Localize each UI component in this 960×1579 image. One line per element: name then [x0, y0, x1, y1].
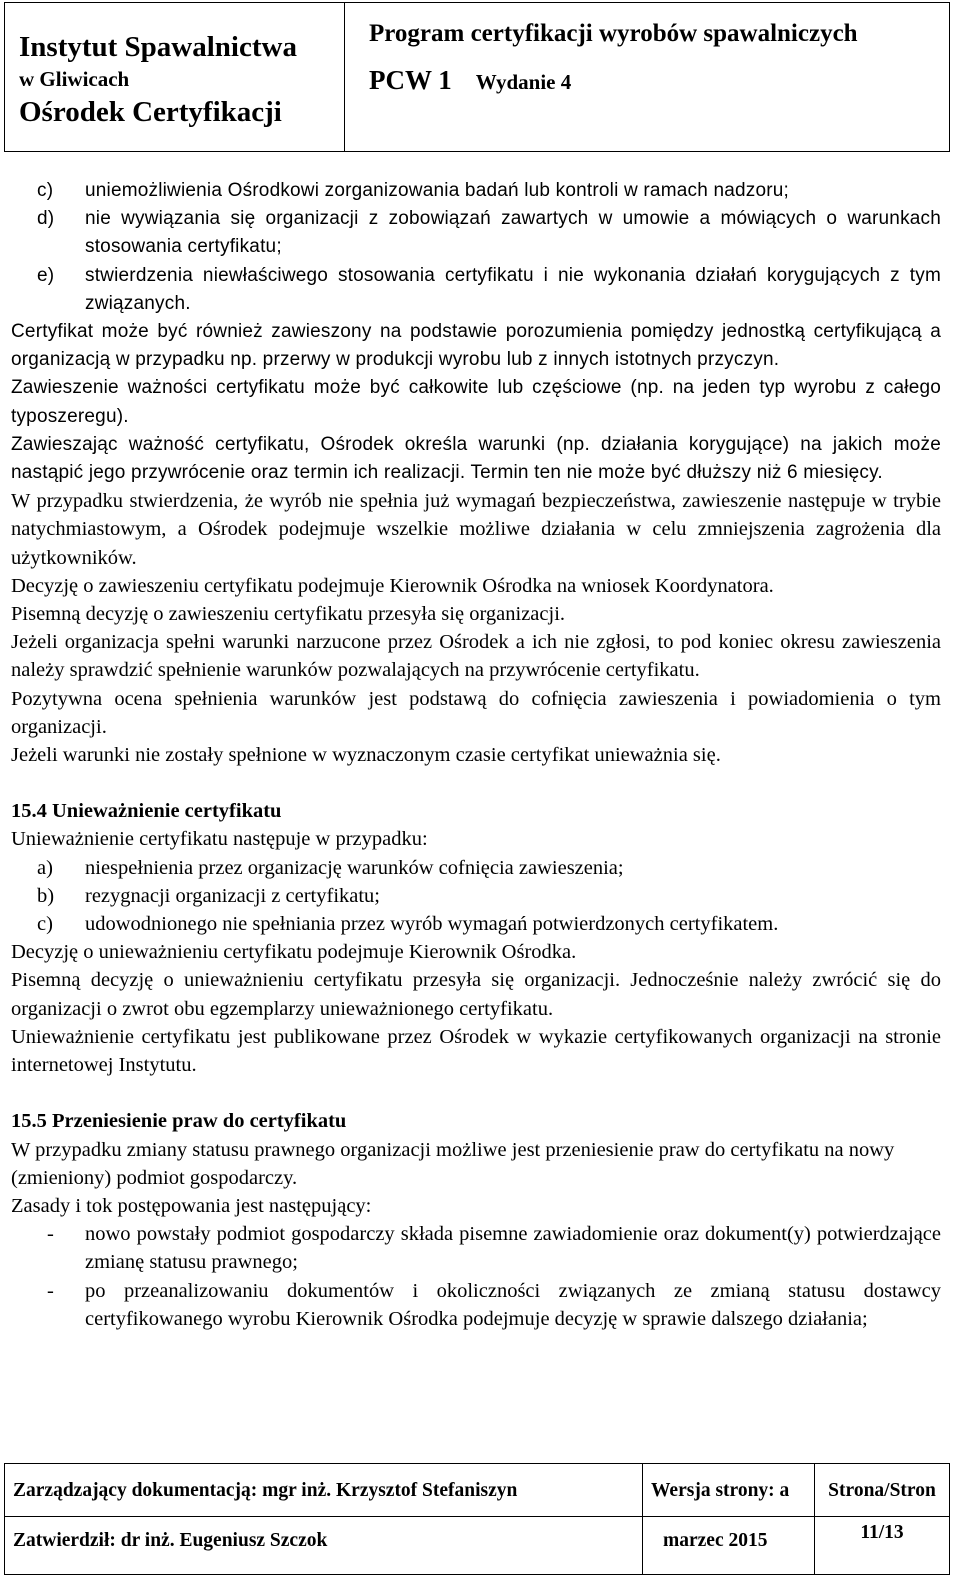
- list-text: udowodnionego nie spełniania przez wyrób wymagań potwierdzonych certyfikatem.: [85, 913, 779, 936]
- footer-divider: [643, 1516, 814, 1517]
- list-item: [11, 205, 941, 261]
- managed-by: Zarządzający dokumentacją: mgr inż. Krzysztof Stefaniszyn: [13, 1480, 518, 1501]
- paragraph: Decyzję o zawieszeniu certyfikatu podejmuje Kierownik Ośrodka na wniosek Koordynatora.: [11, 574, 774, 597]
- document-header: [4, 2, 950, 152]
- version-label: Wersja strony: a: [651, 1480, 790, 1501]
- paragraph: Jeżeli organizacja spełni warunki narzucone przez Ośrodek a ich nie zgłosi, to pod koniec okresu zawieszenia należy sprawdzić spełnienie warunków pozwalających na przywrócenie certyfikatu.: [11, 631, 941, 682]
- list-text: uniemożliwienia Ośrodkowi zorganizowania badań lub kontroli w ramach nadzoru;: [85, 180, 789, 201]
- section-gap: [11, 769, 941, 797]
- list-text: niespełnienia przez organizację warunków cofnięcia zawieszenia;: [85, 856, 624, 879]
- list-item: [11, 882, 941, 910]
- list-marker: e): [37, 264, 55, 286]
- list-item: [11, 910, 941, 938]
- paragraph: Unieważnienie certyfikatu następuje w przypadku:: [11, 828, 428, 851]
- list-marker: -: [47, 1223, 54, 1246]
- list-text: nie wywiązania się organizacji z zobowiązań zawartych w umowie a mówiących o warunkach stosowania certyfikatu;: [85, 208, 941, 258]
- paragraph: Zasady i tok postępowania jest następujący:: [11, 1194, 372, 1217]
- section-gap: [11, 1079, 941, 1107]
- footer-divider: [5, 1516, 642, 1517]
- list-text: po przeanalizowaniu dokumentów i okoliczności związanych ze zmianą statusu dostawcy certyfikowanego wyrobu Kierownik Ośrodka podejmuje decyzję w sprawie dalszego działania;: [85, 1279, 941, 1330]
- list-item: [11, 262, 941, 318]
- paragraph: Pisemną decyzję o zawieszeniu certyfikatu przesyła się organizacji.: [11, 603, 566, 626]
- section-heading: 15.4 Unieważnienie certyfikatu: [11, 800, 282, 823]
- page-label: Strona/Stron: [828, 1480, 936, 1501]
- version-date: marzec 2015: [663, 1530, 768, 1551]
- program-block: [345, 3, 949, 151]
- list-marker: a): [37, 856, 53, 879]
- edition: Wydanie 4: [475, 70, 572, 94]
- paragraph: Zawieszając ważność certyfikatu, Ośrodek określa warunki (np. działania korygujące) na jakich może nastąpić jego przywrócenie oraz termin ich realizacji. Termin ten nie może być dłuższy niż 6 miesięcy.: [11, 433, 941, 484]
- paragraph: Zawieszenie ważności certyfikatu może być całkowite lub częściowe (np. na jeden typ wyrobu z całego typoszeregu).: [11, 377, 941, 427]
- list-item: [11, 177, 941, 205]
- institute-unit: Ośrodek Certyfikacji: [19, 96, 282, 128]
- paragraph: Decyzję o unieważnieniu certyfikatu podejmuje Kierownik Ośrodka.: [11, 941, 577, 964]
- list-marker: -: [47, 1279, 54, 1302]
- approved-by: Zatwierdził: dr inż. Eugeniusz Szczok: [13, 1530, 328, 1551]
- paragraph: Unieważnienie certyfikatu jest publikowane przez Ośrodek w wykazie certyfikowanych organizacji na stronie internetowej Instytutu.: [11, 1025, 941, 1077]
- footer-responsible-cell: [5, 1464, 643, 1574]
- institute-name: Instytut Spawalnictwa: [19, 31, 297, 63]
- page-number: 11/13: [860, 1522, 904, 1543]
- list-text: stwierdzenia niewłaściwego stosowania certyfikatu i nie wykonania działań korygujących z tym związanych.: [85, 264, 941, 314]
- list-marker: b): [37, 884, 55, 907]
- program-code-line: [369, 65, 949, 96]
- footer-page-cell: [815, 1464, 949, 1574]
- program-title: Program certyfikacji wyrobów spawalniczych: [369, 20, 858, 47]
- paragraph: Pozytywna ocena spełnienia warunków jest podstawą do cofnięcia zawieszenia i powiadomienia o tym organizacji.: [11, 687, 941, 738]
- list-item: [11, 1277, 941, 1333]
- document-footer: [4, 1463, 950, 1575]
- document-body: [11, 177, 941, 1333]
- list-marker: c): [37, 180, 54, 201]
- list-text: nowo powstały podmiot gospodarczy składa pisemne zawiadomienie oraz dokument(y) potwierdzające zmianę statusu prawnego;: [85, 1223, 941, 1274]
- list-item: [11, 854, 941, 882]
- list-marker: c): [37, 913, 53, 936]
- paragraph: Certyfikat może być również zawieszony na podstawie porozumienia pomiędzy jednostką certyfikującą a organizacją w przypadku np. przerwy w produkcji wyrobu lub z innych istotnych przyczyn.: [11, 321, 941, 371]
- institute-city: w Gliwicach: [19, 67, 130, 91]
- footer-divider: [815, 1516, 949, 1517]
- paragraph: Jeżeli warunki nie zostały spełnione w wyznaczonym czasie certyfikat unieważnia się.: [11, 744, 721, 767]
- paragraph: W przypadku stwierdzenia, że wyrób nie spełnia już wymagań bezpieczeństwa, zawieszenie następuje w trybie natychmiastowym, a Ośrodek podejmuje wszelkie możliwe działania w celu zmniejszenia zagrożenia dla użytkowników.: [11, 490, 941, 569]
- list-text: rezygnacji organizacji z certyfikatu;: [85, 884, 381, 907]
- paragraph: W przypadku zmiany statusu prawnego organizacji możliwe jest przeniesienie praw do certyfikatu na nowy (zmieniony) podmiot gospodarczy.: [11, 1138, 895, 1189]
- paragraph: Pisemną decyzję o unieważnieniu certyfikatu przesyła się organizacji. Jednocześnie należy zwrócić się do organizacji o zwrot obu egzemplarzy unieważnionego certyfikatu.: [11, 969, 941, 1020]
- program-code: PCW 1: [369, 65, 452, 95]
- list-item: [11, 1220, 941, 1276]
- section-heading: 15.5 Przeniesienie praw do certyfikatu: [11, 1110, 347, 1133]
- footer-version-cell: [643, 1464, 815, 1574]
- list-marker: d): [37, 208, 55, 230]
- institute-block: [5, 3, 345, 151]
